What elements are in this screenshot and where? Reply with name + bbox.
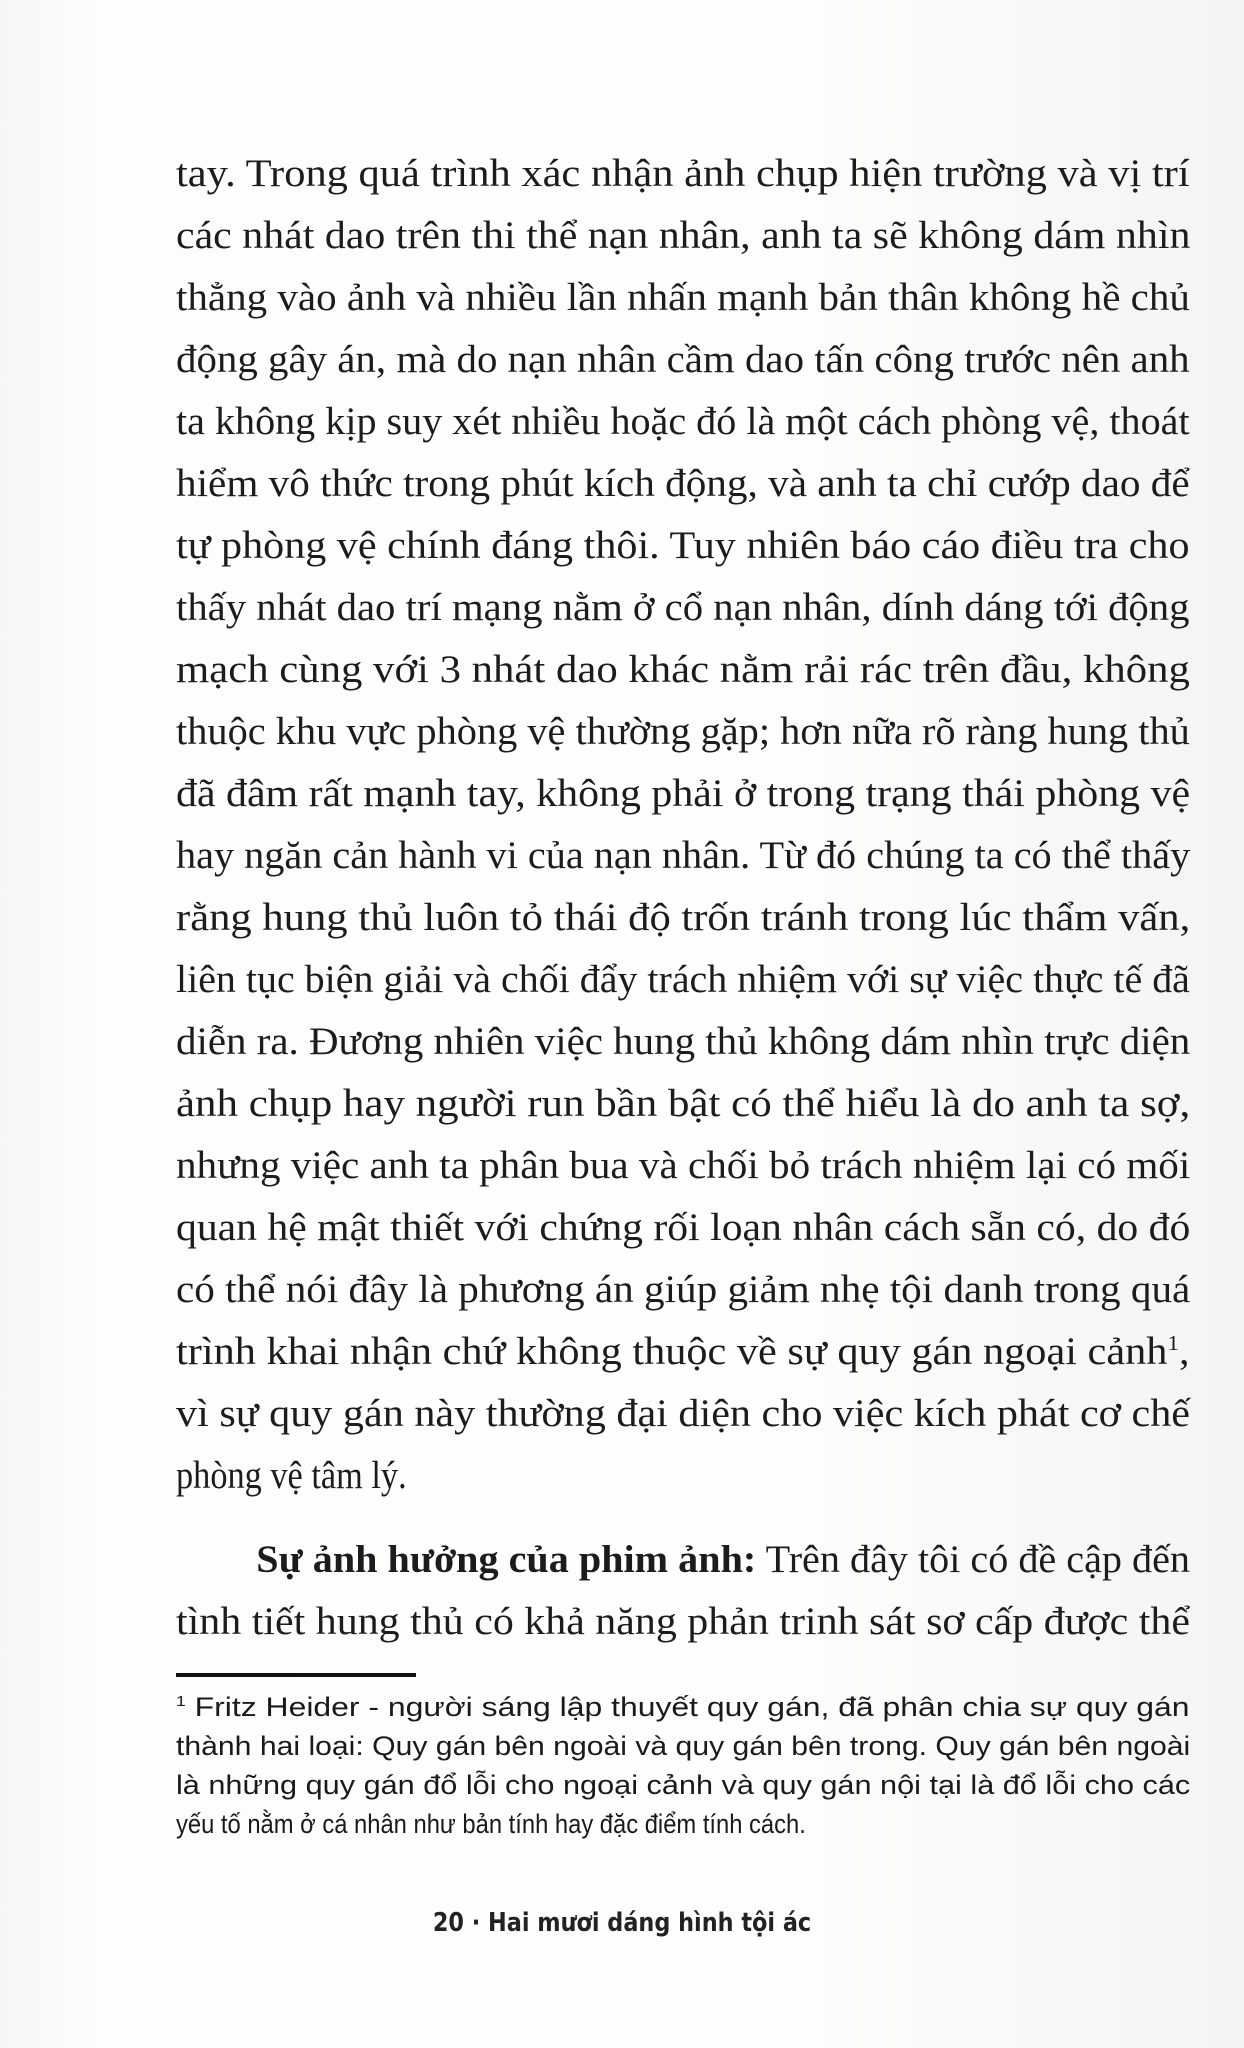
text-line-content: trình khai nhận chứ không thuộc về sự quy gán ngoại cảnh	[176, 1330, 1168, 1373]
text-line: thấy nhát dao trí mạng nằm ở cổ nạn nhân, dính dáng tới động	[176, 586, 1190, 629]
footnote-line	[176, 1688, 1244, 1727]
footnote-line: yếu tố nằm ở cá nhân như bản tính hay đặc điểm tính cách.	[176, 1809, 806, 1839]
book-title: Hai mươi dáng hình tội ác	[488, 1908, 812, 1938]
text-line: rằng hung thủ luôn tỏ thái độ trốn tránh trong lúc thẩm vấn,	[176, 896, 1191, 939]
text-line: quan hệ mật thiết với chứng rối loạn nhân cách sẵn có, do đó	[176, 1206, 1191, 1249]
text-line: thẳng vào ảnh và nhiều lần nhấn mạnh bản thân không hề chủ	[176, 276, 1190, 319]
footnote-marker: 1	[176, 1694, 186, 1710]
text-line: diễn ra. Đương nhiên việc hung thủ không dám nhìn trực diện	[176, 1020, 1191, 1063]
text-line: ảnh chụp hay người run bần bật có thể hiểu là do anh ta sợ,	[176, 1082, 1191, 1125]
comma: ,	[1179, 1330, 1190, 1373]
page-footer	[87, 1908, 1157, 1938]
text-line: các nhát dao trên thi thể nạn nhân, anh ta sẽ không dám nhìn	[176, 214, 1191, 257]
page-number: 20	[432, 1908, 464, 1938]
paragraph-heading-line	[176, 1529, 1220, 1591]
text-line: đã đâm rất mạnh tay, không phải ở trong trạng thái phòng vệ	[176, 772, 1191, 815]
footnote-reference[interactable]: 1	[1167, 1331, 1180, 1355]
footnote	[176, 1688, 1190, 1844]
separator: ·	[463, 1908, 489, 1938]
paragraph-heading: Sự ảnh hưởng của phim ảnh:	[256, 1538, 757, 1581]
body-text	[176, 143, 1190, 1653]
footnote-line: thành hai loại: Quy gán bên ngoài và quy gán bên trong. Quy gán bên ngoài	[176, 1731, 1191, 1761]
text-line: nhưng việc anh ta phân bua và chối bỏ trách nhiệm lại có mối	[176, 1144, 1191, 1187]
footnote-divider	[176, 1673, 416, 1677]
footnote-text: Fritz Heider - người sáng lập thuyết quy gán, đã phân chia sự quy gán	[185, 1692, 1190, 1722]
text-line: tình tiết hung thủ có khả năng phản trinh sát sơ cấp được thể	[176, 1600, 1190, 1643]
text-line: tự phòng vệ chính đáng thôi. Tuy nhiên báo cáo điều tra cho	[176, 524, 1190, 567]
text-line	[176, 1321, 1244, 1383]
text-line: động gây án, mà do nạn nhân cầm dao tấn công trước nên anh	[176, 338, 1190, 381]
text-line: liên tục biện giải và chối đẩy trách nhiệm với sự việc thực tế đã	[176, 958, 1190, 1001]
footnote-line: là những quy gán đổ lỗi cho ngoại cảnh và quy gán nội tại là đổ lỗi cho các	[176, 1770, 1191, 1800]
text-line: có thể nói đây là phương án giúp giảm nhẹ tội danh trong quá	[176, 1268, 1191, 1311]
text-line: thuộc khu vực phòng vệ thường gặp; hơn nữa rõ ràng hung thủ	[176, 710, 1190, 753]
text-line: hay ngăn cản hành vi của nạn nhân. Từ đó chúng ta có thể thấy	[176, 834, 1191, 877]
text-line: mạch cùng với 3 nhát dao khác nằm rải rác trên đầu, không	[176, 648, 1190, 691]
text-line: tay. Trong quá trình xác nhận ảnh chụp hiện trường và vị trí	[176, 152, 1190, 195]
text-line: hiểm vô thức trong phút kích động, và anh ta chỉ cướp dao để	[176, 462, 1190, 505]
text-line: phòng vệ tâm lý.	[176, 1454, 407, 1497]
text-line: ta không kịp suy xét nhiều hoặc đó là một cách phòng vệ, thoát	[176, 400, 1190, 443]
text-line: vì sự quy gán này thường đại diện cho việc kích phát cơ chế	[176, 1392, 1191, 1435]
text-line-content: Trên đây tôi có đề cập đến	[756, 1538, 1190, 1581]
